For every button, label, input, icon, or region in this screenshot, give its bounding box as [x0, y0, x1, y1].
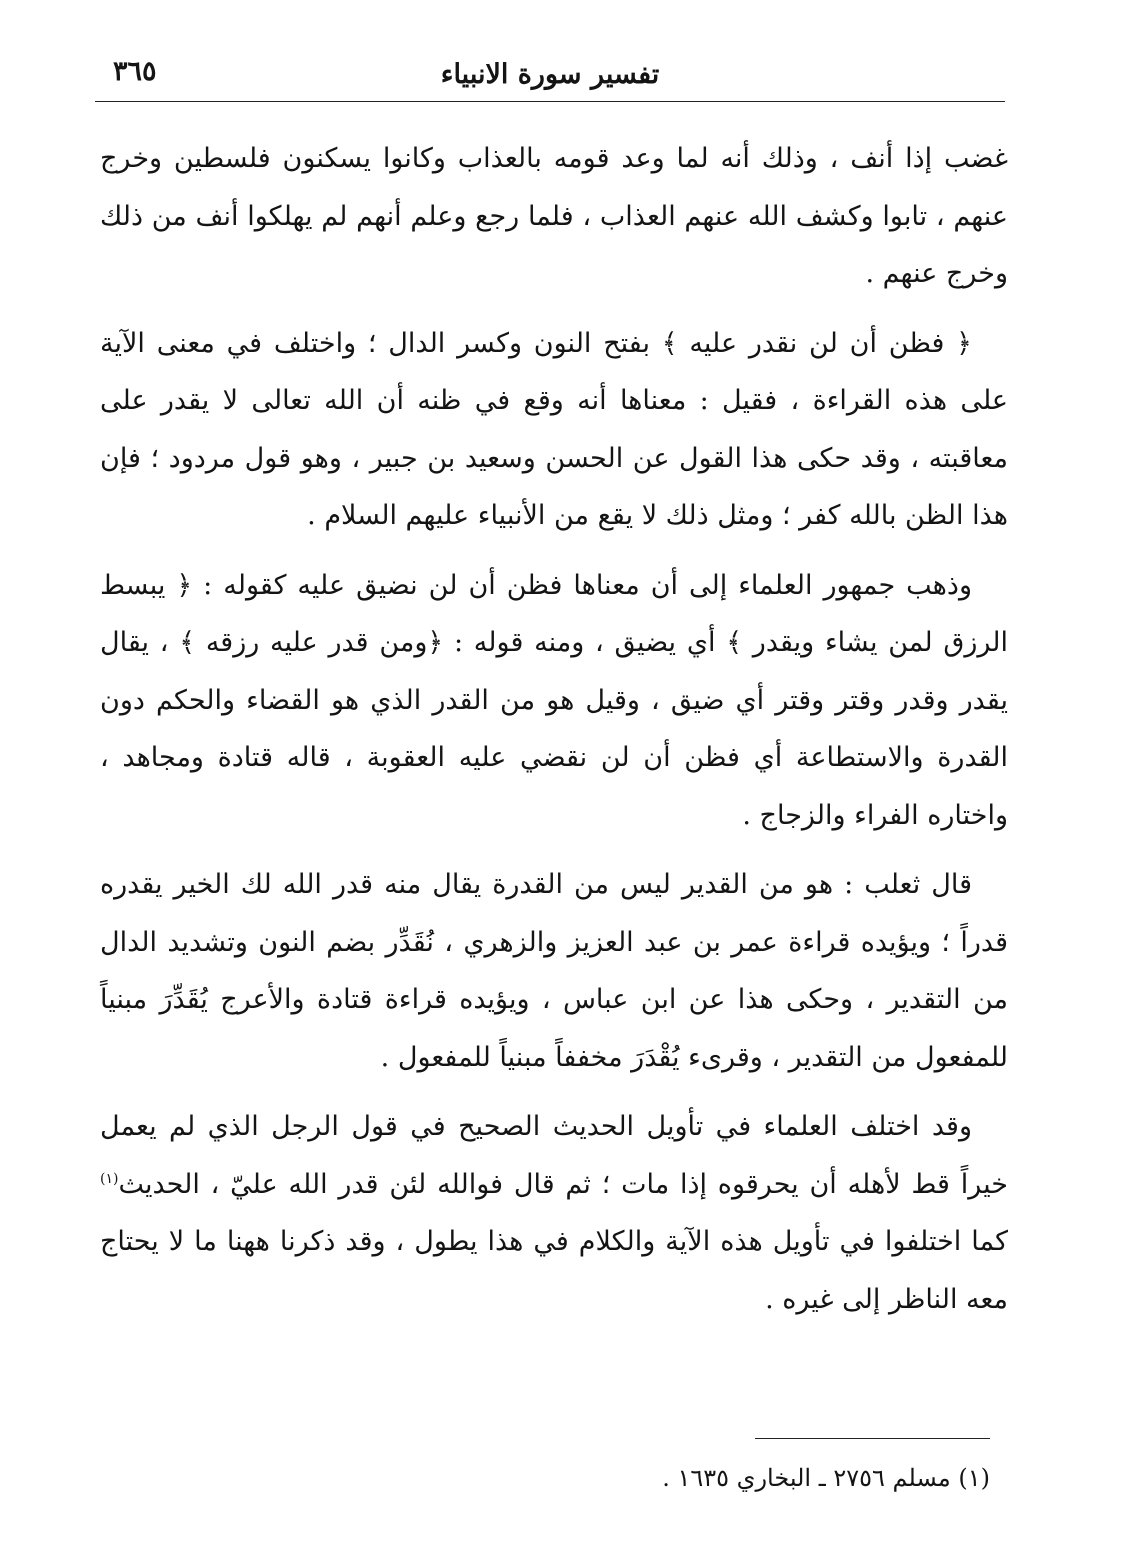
- header-divider: [95, 101, 1005, 102]
- page-number: ٣٦٥: [113, 56, 157, 87]
- footnote-reference[interactable]: (١): [100, 1170, 119, 1187]
- paragraph-5-tail: كما اختلفوا في تأويل هذه الآية والكلام في هذا يطول ، وقد ذكرنا ههنا ما لا يحتاج معه الناظر إلى غيره .: [100, 1226, 1008, 1315]
- paragraph-2: ﴿ فظن أن لن نقدر عليه ﴾ بفتح النون وكسر الدال ؛ واختلف في معنى الآية على هذه القراءة ، فقيل : معناها أنه وقع في ظنه أن الله تعالى لا يقدر على معاقبته ، وقد حكى هذا القول عن الحسن وسعيد بن جبير ، وهو قول مردود ؛ فإن هذا الظن بالله كفر ؛ ومثل ذلك لا يقع من الأنبياء عليهم السلام .: [100, 327, 1008, 531]
- footnote: (١) مسلم ٢٧٥٦ ـ البخاري ١٦٣٥ .: [662, 1464, 990, 1492]
- main-text: [100, 130, 1008, 1328]
- paragraph-5: [100, 1098, 1008, 1328]
- paragraph-5-text: وقد اختلف العلماء في تأويل الحديث الصحيح في قول الرجل الذي لم يعمل خيراً قط لأهله أن يحرقوه إذا مات ؛ ثم قال فوالله لئن قدر الله عليّ ، الحديث: [100, 1111, 1008, 1200]
- footnote-divider: [755, 1438, 990, 1439]
- paragraph-4: قال ثعلب : هو من القدير ليس من القدرة يقال منه قدر الله لك الخير يقدره قدراً ؛ ويؤيده قراءة عمر بن عبد العزيز والزهري ، نُقَدِّر بضم النون وتشديد الدال من التقدير ، وحكى هذا عن ابن عباس ، ويؤيده قراءة قتادة والأعرج يُقَدِّرَ مبنياً للمفعول من التقدير ، وقرىء يُقْدَرَ مخففاً مبنياً للمفعول .: [100, 869, 1008, 1073]
- page-header: [95, 52, 1005, 98]
- paragraph-3: وذهب جمهور العلماء إلى أن معناها فظن أن لن نضيق عليه كقوله : ﴿ يبسط الرزق لمن يشاء ويقدر ﴾ أي يضيق ، ومنه قوله : ﴿ومن قدر عليه رزقه ﴾ ، يقال يقدر وقدر وقتر وقتر أي ضيق ، وقيل هو من القدر الذي هو القضاء والحكم دون القدرة والاستطاعة أي فظن أن لن نقضي عليه العقوبة ، قاله قتادة ومجاهد ، واختاره الفراء والزجاج .: [100, 569, 1008, 831]
- paragraph-1: غضب إذا أنف ، وذلك أنه لما وعد قومه بالعذاب وكانوا يسكنون فلسطين وخرج عنهم ، تابوا وكشف الله عنهم العذاب ، فلما رجع وعلم أنهم لم يهلكوا أنف من ذلك وخرج عنهم .: [100, 143, 1008, 289]
- running-title: تفسير سورة الانبياء: [440, 59, 660, 90]
